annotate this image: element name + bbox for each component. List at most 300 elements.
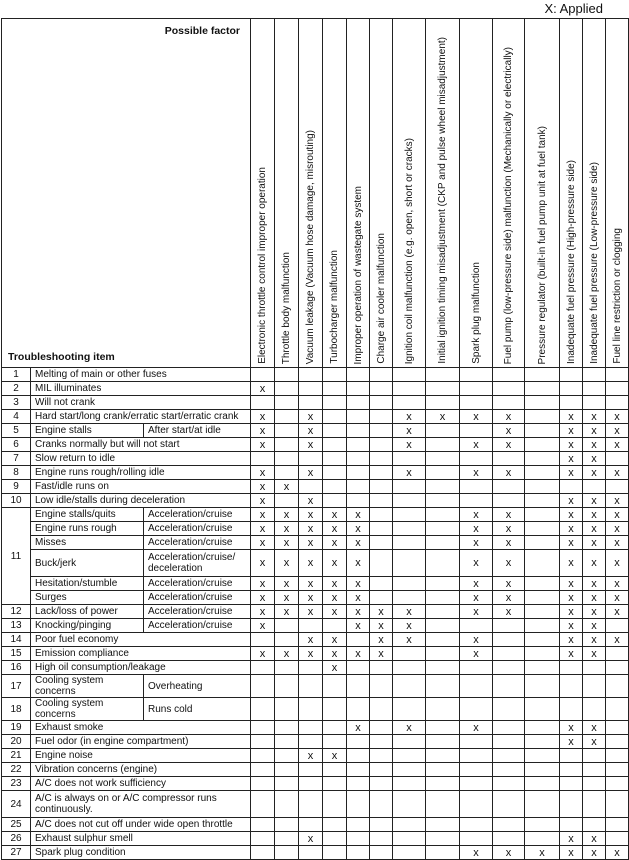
factor-cell bbox=[370, 721, 393, 735]
factor-cell bbox=[323, 396, 347, 410]
troubleshooting-item: Engine runs rough/rolling idle bbox=[31, 466, 251, 480]
factor-cell bbox=[251, 452, 275, 466]
table-row bbox=[2, 791, 629, 818]
factor-cell bbox=[493, 438, 525, 452]
applied-mark: x bbox=[378, 647, 384, 660]
factor-cell bbox=[251, 480, 275, 494]
applied-mark: x bbox=[505, 605, 512, 618]
factor-cell bbox=[393, 777, 426, 791]
factor-cell bbox=[583, 721, 606, 735]
applied-mark: x bbox=[591, 605, 597, 618]
applied-mark: x bbox=[568, 647, 574, 660]
factor-cell bbox=[275, 368, 299, 382]
factor-cell bbox=[460, 368, 493, 382]
troubleshooting-item: High oil consumption/leakage bbox=[31, 661, 251, 675]
factor-cell bbox=[370, 749, 393, 763]
factor-cell bbox=[426, 619, 460, 633]
factor-cell bbox=[251, 438, 275, 452]
troubleshooting-item: Slow return to idle bbox=[31, 452, 251, 466]
factor-cell bbox=[275, 382, 299, 396]
factor-cell bbox=[370, 494, 393, 508]
applied-mark: x bbox=[591, 591, 597, 604]
row-number: 9 bbox=[2, 480, 31, 494]
condition: Overheating bbox=[144, 675, 251, 698]
factor-cell bbox=[275, 396, 299, 410]
factor-label: Charge air cooler malfunction bbox=[375, 233, 387, 364]
factor-cell bbox=[525, 721, 560, 735]
factor-cell bbox=[347, 452, 370, 466]
table-row bbox=[2, 721, 629, 735]
factor-cell bbox=[606, 791, 629, 818]
table-row bbox=[2, 466, 629, 480]
factor-cell bbox=[393, 675, 426, 698]
applied-mark: x bbox=[473, 577, 479, 590]
applied-mark: x bbox=[331, 536, 338, 549]
factor-cell bbox=[560, 791, 583, 818]
factor-cell bbox=[347, 591, 370, 605]
factor-cell bbox=[606, 647, 629, 661]
factor-cell bbox=[583, 698, 606, 721]
applied-mark: x bbox=[259, 647, 266, 660]
applied-mark: x bbox=[568, 605, 574, 618]
factor-cell bbox=[560, 452, 583, 466]
troubleshooting-item: Emission compliance bbox=[31, 647, 251, 661]
condition: Acceleration/cruise bbox=[144, 605, 251, 619]
applied-mark: x bbox=[591, 619, 597, 632]
factor-cell bbox=[393, 438, 426, 452]
factor-cell bbox=[299, 846, 323, 860]
factor-cell bbox=[275, 424, 299, 438]
factor-cell bbox=[299, 550, 323, 577]
factor-cell bbox=[583, 735, 606, 749]
applied-mark: x bbox=[307, 508, 314, 521]
condition: Acceleration/cruise bbox=[144, 591, 251, 605]
applied-mark: x bbox=[259, 522, 266, 535]
factor-cell bbox=[370, 675, 393, 698]
factor-cell bbox=[251, 818, 275, 832]
factor-cell bbox=[251, 735, 275, 749]
factor-header bbox=[606, 19, 629, 368]
applied-mark: x bbox=[473, 846, 479, 859]
factor-cell bbox=[460, 633, 493, 647]
factor-cell bbox=[460, 466, 493, 480]
factor-cell bbox=[560, 661, 583, 675]
factor-cell bbox=[606, 832, 629, 846]
factor-cell bbox=[606, 591, 629, 605]
factor-cell bbox=[299, 763, 323, 777]
applied-mark: x bbox=[259, 605, 266, 618]
factor-cell bbox=[251, 661, 275, 675]
table-row bbox=[2, 619, 629, 633]
applied-mark: x bbox=[505, 508, 512, 521]
factor-cell bbox=[275, 466, 299, 480]
factor-cell bbox=[370, 619, 393, 633]
table-row bbox=[2, 605, 629, 619]
table-row bbox=[2, 494, 629, 508]
factor-cell bbox=[460, 605, 493, 619]
factor-cell bbox=[525, 368, 560, 382]
factor-cell bbox=[493, 368, 525, 382]
factor-cell bbox=[299, 777, 323, 791]
table-row bbox=[2, 438, 629, 452]
factor-cell bbox=[251, 647, 275, 661]
factor-cell bbox=[583, 832, 606, 846]
factor-cell bbox=[323, 749, 347, 763]
table-row bbox=[2, 661, 629, 675]
applied-mark: x bbox=[406, 424, 412, 437]
applied-mark: x bbox=[378, 619, 384, 632]
factor-cell bbox=[323, 382, 347, 396]
factor-cell bbox=[460, 832, 493, 846]
applied-mark: x bbox=[355, 591, 361, 604]
factor-cell bbox=[606, 577, 629, 591]
factor-cell bbox=[370, 508, 393, 522]
table-row bbox=[2, 396, 629, 410]
factor-cell bbox=[606, 494, 629, 508]
applied-mark: x bbox=[614, 494, 620, 507]
factor-cell bbox=[323, 508, 347, 522]
factor-cell bbox=[299, 749, 323, 763]
applied-mark: x bbox=[307, 536, 314, 549]
factor-cell bbox=[560, 577, 583, 591]
factor-cell bbox=[275, 494, 299, 508]
troubleshooting-item: Lack/loss of power bbox=[31, 605, 144, 619]
factor-cell bbox=[460, 818, 493, 832]
factor-cell bbox=[299, 735, 323, 749]
applied-mark: x bbox=[591, 577, 597, 590]
troubleshooting-item: A/C does not work sufficiency bbox=[31, 777, 251, 791]
troubleshooting-item: Melting of main or other fuses bbox=[31, 368, 251, 382]
factor-label: Pressure regulator (built-in fuel pump unit at fuel tank) bbox=[536, 125, 548, 364]
factor-cell bbox=[251, 522, 275, 536]
factor-cell bbox=[426, 508, 460, 522]
factor-cell bbox=[460, 846, 493, 860]
applied-mark: x bbox=[591, 647, 597, 660]
factor-cell bbox=[275, 605, 299, 619]
factor-cell bbox=[275, 698, 299, 721]
factor-cell bbox=[370, 480, 393, 494]
factor-cell bbox=[426, 494, 460, 508]
applied-mark: x bbox=[591, 522, 597, 535]
factor-cell bbox=[323, 438, 347, 452]
applied-mark: x bbox=[473, 466, 479, 479]
factor-header bbox=[299, 19, 323, 368]
applied-mark: x bbox=[614, 846, 620, 859]
factor-cell bbox=[493, 494, 525, 508]
factor-cell bbox=[583, 536, 606, 550]
factor-cell bbox=[393, 480, 426, 494]
factor-cell bbox=[370, 466, 393, 480]
factor-cell bbox=[583, 466, 606, 480]
factor-cell bbox=[370, 791, 393, 818]
factor-cell bbox=[347, 605, 370, 619]
row-number: 14 bbox=[2, 633, 31, 647]
factor-cell bbox=[426, 536, 460, 550]
applied-mark: x bbox=[568, 424, 574, 437]
factor-cell bbox=[393, 647, 426, 661]
factor-cell bbox=[299, 619, 323, 633]
factor-cell bbox=[251, 777, 275, 791]
factor-cell bbox=[299, 508, 323, 522]
factor-cell bbox=[323, 791, 347, 818]
factor-cell bbox=[583, 661, 606, 675]
factor-cell bbox=[347, 749, 370, 763]
factor-cell bbox=[560, 508, 583, 522]
applied-mark: x bbox=[614, 536, 620, 549]
factor-cell bbox=[347, 438, 370, 452]
factor-header bbox=[493, 19, 525, 368]
applied-mark: x bbox=[473, 557, 479, 569]
factor-cell bbox=[560, 396, 583, 410]
table-row bbox=[2, 777, 629, 791]
applied-mark: x bbox=[614, 424, 620, 437]
factor-cell bbox=[525, 846, 560, 860]
table-row bbox=[2, 633, 629, 647]
condition: Runs cold bbox=[144, 698, 251, 721]
factor-cell bbox=[560, 480, 583, 494]
factor-cell bbox=[525, 424, 560, 438]
header-corner bbox=[2, 19, 251, 368]
applied-mark: x bbox=[505, 846, 512, 859]
factor-cell bbox=[493, 633, 525, 647]
factor-cell bbox=[347, 721, 370, 735]
factor-cell bbox=[347, 410, 370, 424]
factor-cell bbox=[299, 591, 323, 605]
applied-mark: x bbox=[378, 633, 384, 646]
applied-mark: x bbox=[473, 591, 479, 604]
factor-cell bbox=[583, 619, 606, 633]
table-row bbox=[2, 536, 629, 550]
factor-cell bbox=[493, 832, 525, 846]
applied-mark: x bbox=[259, 438, 266, 451]
factor-cell bbox=[426, 522, 460, 536]
row-number: 23 bbox=[2, 777, 31, 791]
factor-cell bbox=[251, 396, 275, 410]
table-row bbox=[2, 763, 629, 777]
factor-cell bbox=[275, 536, 299, 550]
condition: Acceleration/cruise bbox=[144, 522, 251, 536]
factor-cell bbox=[560, 749, 583, 763]
applied-mark: x bbox=[568, 633, 574, 646]
factor-cell bbox=[393, 763, 426, 777]
table-row bbox=[2, 698, 629, 721]
factor-cell bbox=[583, 846, 606, 860]
factor-cell bbox=[460, 675, 493, 698]
factor-cell bbox=[460, 591, 493, 605]
factor-cell bbox=[370, 818, 393, 832]
row-number: 24 bbox=[2, 791, 31, 818]
factor-cell bbox=[606, 550, 629, 577]
table-row bbox=[2, 522, 629, 536]
factor-cell bbox=[299, 522, 323, 536]
factor-cell bbox=[347, 846, 370, 860]
table-row bbox=[2, 508, 629, 522]
factor-cell bbox=[493, 818, 525, 832]
row-number: 26 bbox=[2, 832, 31, 846]
factor-cell bbox=[560, 550, 583, 577]
condition: After start/at idle bbox=[144, 424, 251, 438]
factor-cell bbox=[370, 763, 393, 777]
factor-cell bbox=[493, 846, 525, 860]
factor-cell bbox=[393, 536, 426, 550]
factor-cell bbox=[460, 735, 493, 749]
applied-mark: x bbox=[259, 494, 266, 507]
factor-cell bbox=[493, 382, 525, 396]
factor-cell bbox=[275, 675, 299, 698]
troubleshooting-item: Surges bbox=[31, 591, 144, 605]
factor-cell bbox=[347, 424, 370, 438]
factor-cell bbox=[426, 647, 460, 661]
factor-label: Inadequate fuel pressure (High-pressure side) bbox=[565, 160, 577, 364]
factor-cell bbox=[560, 832, 583, 846]
factor-cell bbox=[393, 605, 426, 619]
applied-mark: x bbox=[283, 605, 290, 618]
applied-mark: x bbox=[591, 721, 597, 734]
factor-cell bbox=[493, 466, 525, 480]
table-row bbox=[2, 818, 629, 832]
table-row bbox=[2, 647, 629, 661]
factor-cell bbox=[606, 424, 629, 438]
factor-label: Fuel pump (low-pressure side) malfunction (Mechanically or electrically) bbox=[503, 46, 515, 364]
factor-cell bbox=[525, 480, 560, 494]
factor-cell bbox=[347, 661, 370, 675]
applied-mark: x bbox=[568, 557, 574, 569]
factor-cell bbox=[323, 832, 347, 846]
factor-cell bbox=[275, 633, 299, 647]
factor-cell bbox=[323, 452, 347, 466]
factor-cell bbox=[393, 619, 426, 633]
factor-cell bbox=[426, 591, 460, 605]
applied-mark: x bbox=[591, 452, 597, 465]
factor-cell bbox=[493, 698, 525, 721]
factor-cell bbox=[370, 550, 393, 577]
factor-cell bbox=[393, 522, 426, 536]
factor-cell bbox=[426, 661, 460, 675]
row-number: 6 bbox=[2, 438, 31, 452]
factor-cell bbox=[370, 368, 393, 382]
factor-cell bbox=[275, 550, 299, 577]
factor-cell bbox=[299, 647, 323, 661]
factor-cell bbox=[251, 619, 275, 633]
factor-cell bbox=[493, 522, 525, 536]
applied-mark: x bbox=[614, 605, 620, 618]
factor-cell bbox=[583, 591, 606, 605]
factor-cell bbox=[560, 846, 583, 860]
factor-cell bbox=[560, 368, 583, 382]
factor-cell bbox=[606, 382, 629, 396]
factor-cell bbox=[370, 647, 393, 661]
factor-cell bbox=[393, 396, 426, 410]
table-row bbox=[2, 368, 629, 382]
applied-mark: x bbox=[473, 605, 479, 618]
applied-mark: x bbox=[307, 410, 314, 423]
applied-mark: x bbox=[505, 438, 512, 451]
factor-cell bbox=[606, 749, 629, 763]
factor-cell bbox=[606, 522, 629, 536]
applied-mark: x bbox=[331, 577, 338, 590]
factor-cell bbox=[251, 605, 275, 619]
applied-mark: x bbox=[568, 522, 574, 535]
factor-cell bbox=[583, 424, 606, 438]
factor-cell bbox=[525, 735, 560, 749]
factor-label: Throttle body malfunction bbox=[281, 251, 293, 364]
applied-mark: x bbox=[591, 735, 597, 748]
factor-cell bbox=[560, 522, 583, 536]
factor-cell bbox=[323, 698, 347, 721]
factor-cell bbox=[370, 661, 393, 675]
factor-cell bbox=[426, 605, 460, 619]
troubleshooting-item: Exhaust sulphur smell bbox=[31, 832, 251, 846]
table-row bbox=[2, 675, 629, 698]
factor-cell bbox=[606, 605, 629, 619]
applied-mark: x bbox=[568, 735, 574, 748]
factor-cell bbox=[525, 438, 560, 452]
factor-cell bbox=[560, 721, 583, 735]
factor-cell bbox=[583, 396, 606, 410]
factor-cell bbox=[583, 605, 606, 619]
factor-cell bbox=[347, 550, 370, 577]
applied-mark: x bbox=[307, 832, 314, 845]
applied-mark: x bbox=[355, 577, 361, 590]
troubleshooting-item-heading: Troubleshooting item bbox=[8, 351, 115, 363]
applied-mark: x bbox=[307, 466, 314, 479]
factor-cell bbox=[299, 577, 323, 591]
applied-mark: x bbox=[406, 605, 412, 618]
applied-mark: x bbox=[283, 480, 290, 493]
factor-cell bbox=[299, 791, 323, 818]
factor-header bbox=[370, 19, 393, 368]
factor-cell bbox=[275, 591, 299, 605]
troubleshooting-item: Low idle/stalls during deceleration bbox=[31, 494, 251, 508]
factor-cell bbox=[493, 480, 525, 494]
factor-cell bbox=[426, 763, 460, 777]
factor-cell bbox=[525, 452, 560, 466]
applied-mark: x bbox=[259, 480, 266, 493]
applied-mark: x bbox=[259, 382, 266, 395]
table-row bbox=[2, 591, 629, 605]
applied-mark: x bbox=[331, 591, 338, 604]
factor-cell bbox=[426, 368, 460, 382]
factor-cell bbox=[426, 698, 460, 721]
applied-mark: x bbox=[259, 577, 266, 590]
factor-cell bbox=[251, 791, 275, 818]
factor-cell bbox=[525, 749, 560, 763]
factor-cell bbox=[347, 633, 370, 647]
factor-cell bbox=[323, 763, 347, 777]
factor-header bbox=[323, 19, 347, 368]
factor-cell bbox=[299, 698, 323, 721]
applied-mark: x bbox=[331, 749, 338, 762]
factor-cell bbox=[426, 777, 460, 791]
applied-mark: x bbox=[505, 557, 512, 569]
factor-cell bbox=[583, 818, 606, 832]
factor-cell bbox=[370, 452, 393, 466]
factor-cell bbox=[426, 396, 460, 410]
factor-cell bbox=[606, 698, 629, 721]
table-row bbox=[2, 480, 629, 494]
factor-cell bbox=[393, 368, 426, 382]
factor-cell bbox=[275, 735, 299, 749]
factor-cell bbox=[251, 550, 275, 577]
factor-cell bbox=[606, 438, 629, 452]
factor-cell bbox=[347, 494, 370, 508]
troubleshooting-item: Poor fuel economy bbox=[31, 633, 251, 647]
factor-cell bbox=[323, 522, 347, 536]
factor-cell bbox=[393, 791, 426, 818]
factor-cell bbox=[299, 494, 323, 508]
factor-cell bbox=[525, 647, 560, 661]
applied-mark: x bbox=[614, 577, 620, 590]
